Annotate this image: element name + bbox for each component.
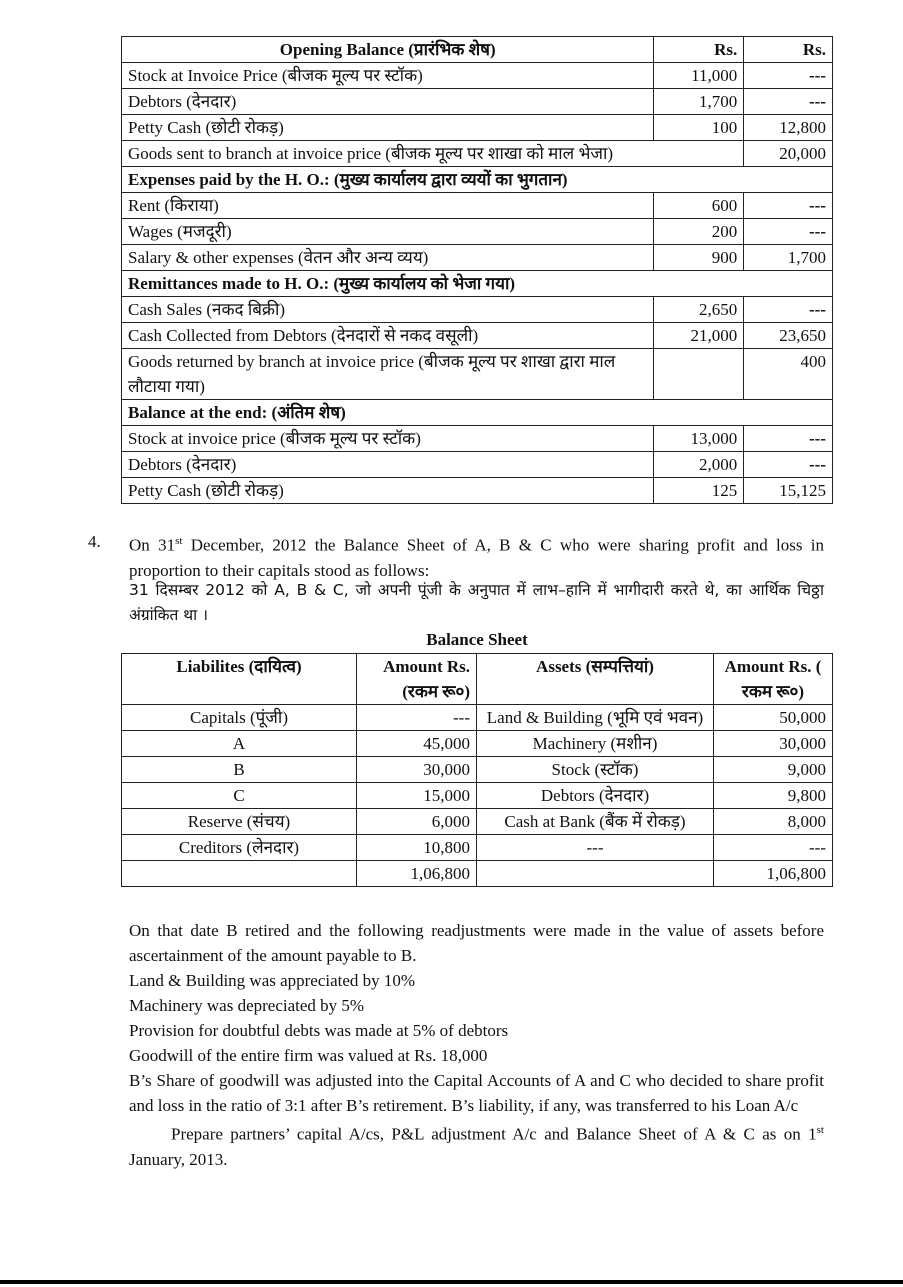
balance-sheet-cell: B	[122, 757, 357, 783]
balance-sheet-cell: ---	[357, 705, 477, 731]
row-label: Debtors (देनदार)	[122, 452, 654, 478]
table-row	[122, 452, 833, 478]
balance-sheet-cell: Debtors (देनदार)	[477, 783, 714, 809]
balance-sheet-cell: 8,000	[714, 809, 833, 835]
body-line: Goodwill of the entire firm was valued at Rs. 18,000	[129, 1046, 488, 1065]
balance-sheet-cell: 30,000	[357, 757, 477, 783]
balance-sheet-cell: 50,000	[714, 705, 833, 731]
row-amount: 100	[654, 115, 744, 141]
row-label: Stock at Invoice Price (बीजक मूल्य पर स्टॉक)	[122, 63, 654, 89]
balance-sheet-cell	[122, 861, 357, 887]
balance-sheet-row	[122, 757, 833, 783]
row-amount: 125	[654, 478, 744, 504]
section-heading: Expenses paid by the H. O.: (मुख्य कार्यालय द्वारा व्ययों का भुगतान)	[122, 167, 833, 193]
page-bottom-rule	[0, 1280, 903, 1284]
balance-sheet-row	[122, 705, 833, 731]
row-total: 20,000	[744, 141, 833, 167]
table-row	[122, 245, 833, 271]
balance-sheet-cell: 1,06,800	[714, 861, 833, 887]
row-total: 1,700	[744, 245, 833, 271]
row-label: Petty Cash (छोटी रोकड़)	[122, 478, 654, 504]
row-amount	[654, 349, 744, 400]
balance-sheet-row	[122, 809, 833, 835]
table-header-row	[122, 37, 833, 63]
table-row	[122, 167, 833, 193]
row-label: Goods sent to branch at invoice price (बीजक मूल्य पर शाखा को माल भेजा)	[122, 141, 744, 167]
table-row	[122, 89, 833, 115]
final-text-start: Prepare partners’ capital A/cs, P&L adjustment A/c and Balance Sheet of A & C as on 1	[171, 1124, 817, 1144]
balance-sheet-table	[121, 653, 833, 887]
row-amount: 2,000	[654, 452, 744, 478]
row-label: Cash Sales (नकद बिक्री)	[122, 297, 654, 323]
balance-sheet-cell: Reserve (संचय)	[122, 809, 357, 835]
header-cell: Rs.	[654, 37, 744, 63]
balance-sheet-header-cell: Amount Rs. ( रकम रू०)	[714, 654, 833, 705]
balance-sheet-cell: Machinery (मशीन)	[477, 731, 714, 757]
balance-sheet-cell: 10,800	[357, 835, 477, 861]
row-total: 23,650	[744, 323, 833, 349]
intro-text-start: On 31	[129, 535, 176, 555]
row-label: Debtors (देनदार)	[122, 89, 654, 115]
section-heading: Remittances made to H. O.: (मुख्य कार्यालय को भेजा गया)	[122, 271, 833, 297]
final-superscript: st	[816, 1124, 824, 1136]
row-amount: 2,650	[654, 297, 744, 323]
balance-sheet-header-cell: Liabilites (दायित्व)	[122, 654, 357, 705]
row-label: Wages (मजदूरी)	[122, 219, 654, 245]
row-amount: 21,000	[654, 323, 744, 349]
intro-superscript: st	[175, 535, 183, 547]
question-intro-hindi: 31 दिसम्बर 2012 को A, B & C, जो अपनी पूंजी के अनुपात में लाभ–हानि में भागीदारी करते थे, का आर्थिक चिठ्ठा अंग्रांकित था ।	[129, 581, 824, 624]
balance-sheet-cell: 6,000	[357, 809, 477, 835]
row-amount: 13,000	[654, 426, 744, 452]
row-amount: 1,700	[654, 89, 744, 115]
table-row	[122, 219, 833, 245]
balance-sheet-cell	[477, 861, 714, 887]
balance-sheet-header-cell: Amount Rs. (रकम रू०)	[357, 654, 477, 705]
row-total: ---	[744, 193, 833, 219]
table-row	[122, 349, 833, 400]
row-amount: 600	[654, 193, 744, 219]
balance-sheet-cell: C	[122, 783, 357, 809]
row-label: Petty Cash (छोटी रोकड़)	[122, 115, 654, 141]
body-line: Provision for doubtful debts was made at 5% of debtors	[129, 1021, 509, 1040]
balance-sheet-row	[122, 731, 833, 757]
row-total: ---	[744, 297, 833, 323]
balance-sheet-cell: Stock (स्टॉक)	[477, 757, 714, 783]
table-row	[122, 193, 833, 219]
table-row	[122, 271, 833, 297]
balance-sheet-cell: 15,000	[357, 783, 477, 809]
balance-sheet-cell: ---	[714, 835, 833, 861]
row-label: Stock at invoice price (बीजक मूल्य पर स्टॉक)	[122, 426, 654, 452]
table-row	[122, 115, 833, 141]
table-row	[122, 478, 833, 504]
row-total: ---	[744, 219, 833, 245]
row-amount: 200	[654, 219, 744, 245]
balance-sheet-header-cell: Assets (सम्पत्तियां)	[477, 654, 714, 705]
header-cell: Rs.	[744, 37, 833, 63]
balance-sheet-title: Balance Sheet	[426, 630, 528, 649]
balance-sheet-cell: 1,06,800	[357, 861, 477, 887]
question-number: 4.	[88, 532, 101, 551]
balance-sheet-cell: Capitals (पूंजी)	[122, 705, 357, 731]
balance-sheet-row	[122, 835, 833, 861]
balance-sheet-row	[122, 783, 833, 809]
row-total: 400	[744, 349, 833, 400]
balance-sheet-cell: ---	[477, 835, 714, 861]
section-heading: Balance at the end: (अंतिम शेष)	[122, 400, 833, 426]
row-amount: 11,000	[654, 63, 744, 89]
intro-text-end: December, 2012 the Balance Sheet of A, B & C who were sharing profit and loss in proportion to their capitals stood as follows:	[129, 535, 825, 580]
balance-sheet-cell: 9,800	[714, 783, 833, 809]
balance-sheet-cell: A	[122, 731, 357, 757]
balance-sheet-header-row	[122, 654, 833, 705]
table-row	[122, 426, 833, 452]
row-total: ---	[744, 63, 833, 89]
row-total: ---	[744, 452, 833, 478]
question-body	[129, 918, 824, 1172]
branch-account-table	[121, 36, 833, 504]
balance-sheet-cell: 30,000	[714, 731, 833, 757]
table-row	[122, 323, 833, 349]
body-line: B’s Share of goodwill was adjusted into the Capital Accounts of A and C who decided to share profit and loss in the ratio of 3:1 after B’s retirement. B’s liability, if any, was transferred to his Loan A/c	[129, 1071, 824, 1115]
row-label: Cash Collected from Debtors (देनदारों से नकद वसूली)	[122, 323, 654, 349]
final-text-end: January, 2013.	[129, 1149, 228, 1169]
balance-sheet-cell: Land & Building (भूमि एवं भवन)	[477, 705, 714, 731]
body-line: On that date B retired and the following readjustments were made in the value of assets before ascertainment of the amount payable to B.	[129, 921, 824, 965]
question-intro-english	[129, 529, 824, 583]
balance-sheet-cell: 9,000	[714, 757, 833, 783]
balance-sheet-total-row	[122, 861, 833, 887]
table-row	[122, 297, 833, 323]
row-total: ---	[744, 426, 833, 452]
row-total: 12,800	[744, 115, 833, 141]
final-instruction	[129, 1118, 824, 1172]
header-cell: Opening Balance (प्रारंभिक शेष)	[122, 37, 654, 63]
body-line: Machinery was depreciated by 5%	[129, 996, 365, 1015]
row-label: Rent (किराया)	[122, 193, 654, 219]
balance-sheet-cell: 45,000	[357, 731, 477, 757]
row-label: Goods returned by branch at invoice price (बीजक मूल्य पर शाखा द्वारा माल लौटाया गया)	[122, 349, 654, 400]
row-label: Salary & other expenses (वेतन और अन्य व्यय)	[122, 245, 654, 271]
body-line: Land & Building was appreciated by 10%	[129, 971, 416, 990]
table-row	[122, 63, 833, 89]
balance-sheet-cell: Creditors (लेनदार)	[122, 835, 357, 861]
table-row	[122, 400, 833, 426]
row-total: 15,125	[744, 478, 833, 504]
balance-sheet-cell: Cash at Bank (बैंक में रोकड़)	[477, 809, 714, 835]
row-total: ---	[744, 89, 833, 115]
row-amount: 900	[654, 245, 744, 271]
table-row	[122, 141, 833, 167]
